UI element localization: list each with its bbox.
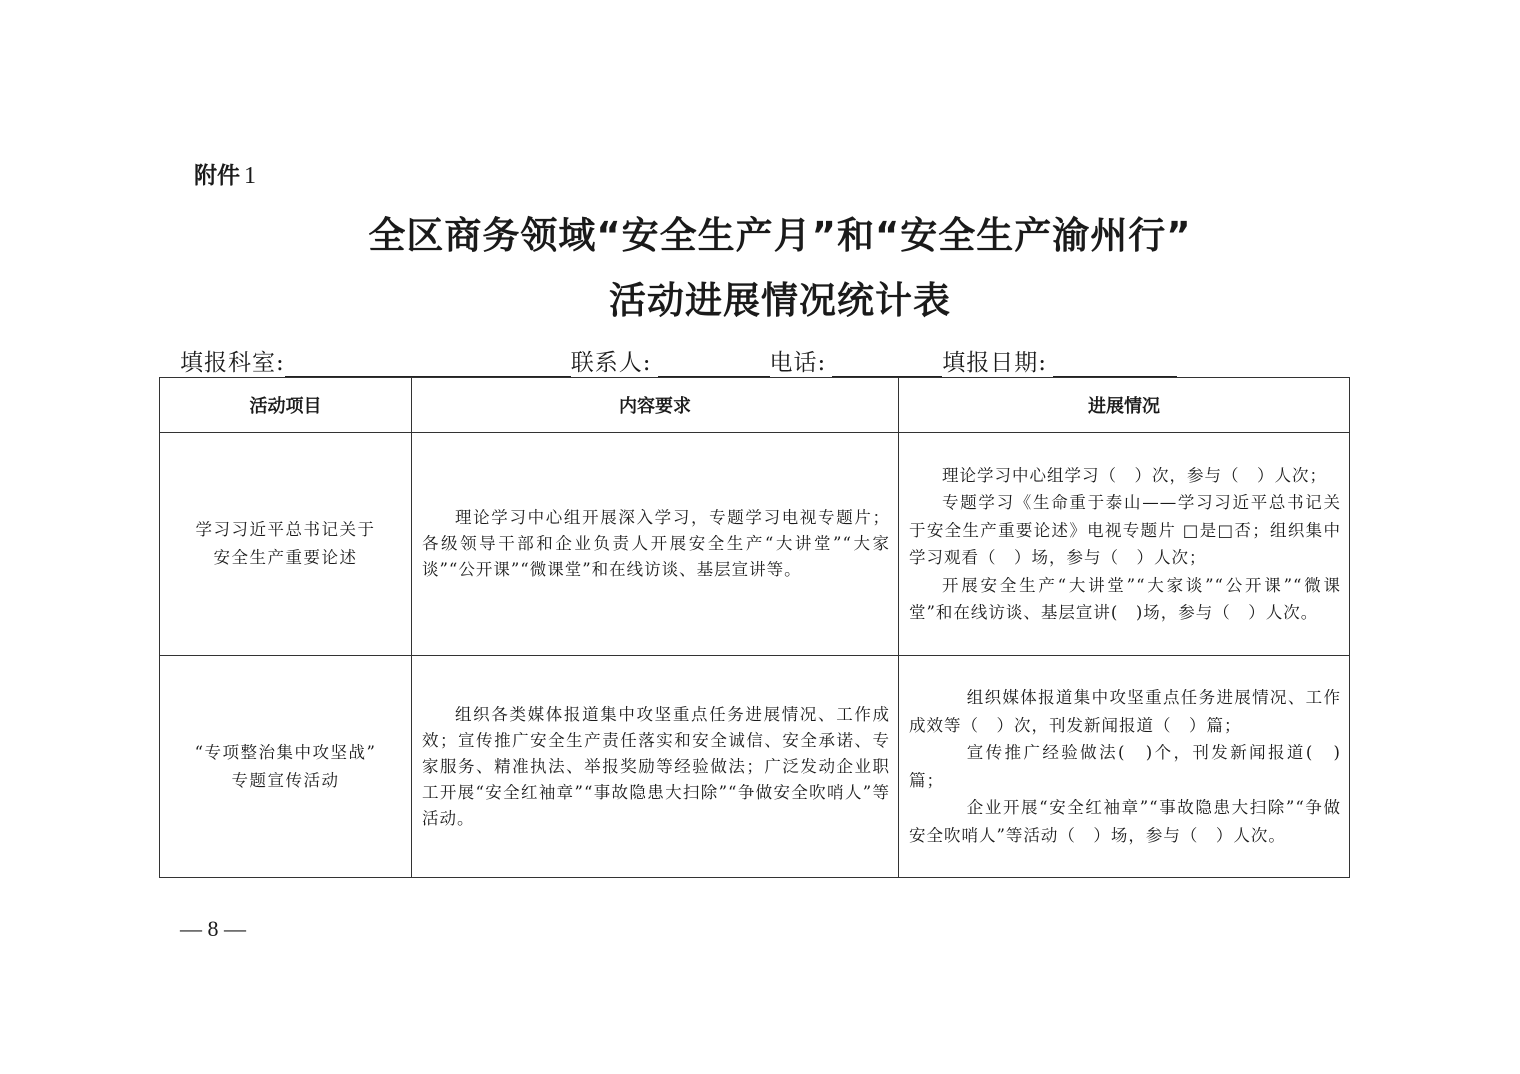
activity-item-line: 学习习近平总书记关于	[195, 520, 376, 539]
progress-item: 理论学习中心组学习（ ）次，参与（ ）人次；	[942, 465, 1327, 485]
phone-field[interactable]	[832, 350, 942, 377]
progress-cell	[899, 656, 1350, 878]
attachment-text: 附件	[194, 163, 240, 189]
activity-item-line: “专项整治集中攻坚战”	[194, 742, 377, 762]
progress-item: 组织媒体报道集中攻坚重点任务进展情况、工作成效等（ ）次，刊发新闻报道（ ）篇；	[909, 688, 1341, 735]
date-field[interactable]	[1053, 350, 1177, 377]
date-label: 填报日期:	[942, 350, 1047, 376]
requirement-cell	[412, 656, 899, 878]
dept-label: 填报科室:	[180, 350, 285, 376]
table-row	[160, 656, 1350, 878]
contact-field[interactable]	[658, 350, 770, 377]
activity-item-line: 安全生产重要论述	[213, 548, 358, 567]
statistics-table	[159, 377, 1350, 878]
requirement-text: 组织各类媒体报道集中攻坚重点任务进展情况、工作成效；宣传推广安全生产责任落实和安全诚信、安全承诺、专家服务、精准执法、举报奖励等经验做法；广泛发动企业职工开展“安全红袖章”“事故隐患大扫除”“争做安全吹哨人”等活动。	[422, 704, 890, 828]
dept-field[interactable]	[285, 350, 571, 377]
requirement-cell	[412, 433, 899, 656]
progress-item: 专题学习《生命重于泰山——学习习近平总书记关于安全生产重要论述》电视专题片 □是□否；组织集中学习观看（ ）场，参与（ ）人次；	[909, 493, 1341, 567]
report-form-line	[180, 344, 1177, 377]
activity-item-cell	[160, 656, 412, 878]
activity-item-cell	[160, 433, 412, 656]
requirement-text: 理论学习中心组开展深入学习，专题学习电视专题片；各级领导干部和企业负责人开展安全生产“大讲堂”“大家谈”“公开课”“微课堂”和在线访谈、基层宣讲等。	[422, 508, 890, 579]
attachment-label	[194, 157, 256, 190]
header-activity-item: 活动项目	[160, 378, 412, 433]
document-title-line2: 活动进展情况统计表	[609, 279, 951, 322]
page-number: — 8 —	[180, 916, 246, 941]
progress-item: 开展安全生产“大讲堂”“大家谈”“公开课”“微课堂”和在线访谈、基层宣讲( )场，参与（ ）人次。	[909, 575, 1341, 622]
progress-item: 企业开展“安全红袖章”“事故隐患大扫除”“争做安全吹哨人”等活动（ ）场，参与（ ）人次。	[909, 798, 1341, 845]
attachment-number: 1	[244, 163, 256, 189]
progress-cell	[899, 433, 1350, 656]
contact-label: 联系人:	[570, 350, 652, 376]
table-header-row	[160, 378, 1350, 433]
phone-label: 电话:	[769, 350, 827, 376]
progress-item: 宣传推广经验做法( )个，刊发新闻报道( )篇；	[909, 743, 1341, 790]
document-title-line1: 全区商务领域“安全生产月”和“安全生产渝州行”	[368, 214, 1192, 257]
table-row	[160, 433, 1350, 656]
activity-item-line: 专题宣传活动	[231, 770, 340, 790]
header-progress: 进展情况	[899, 378, 1350, 433]
header-content-requirements: 内容要求	[412, 378, 899, 433]
